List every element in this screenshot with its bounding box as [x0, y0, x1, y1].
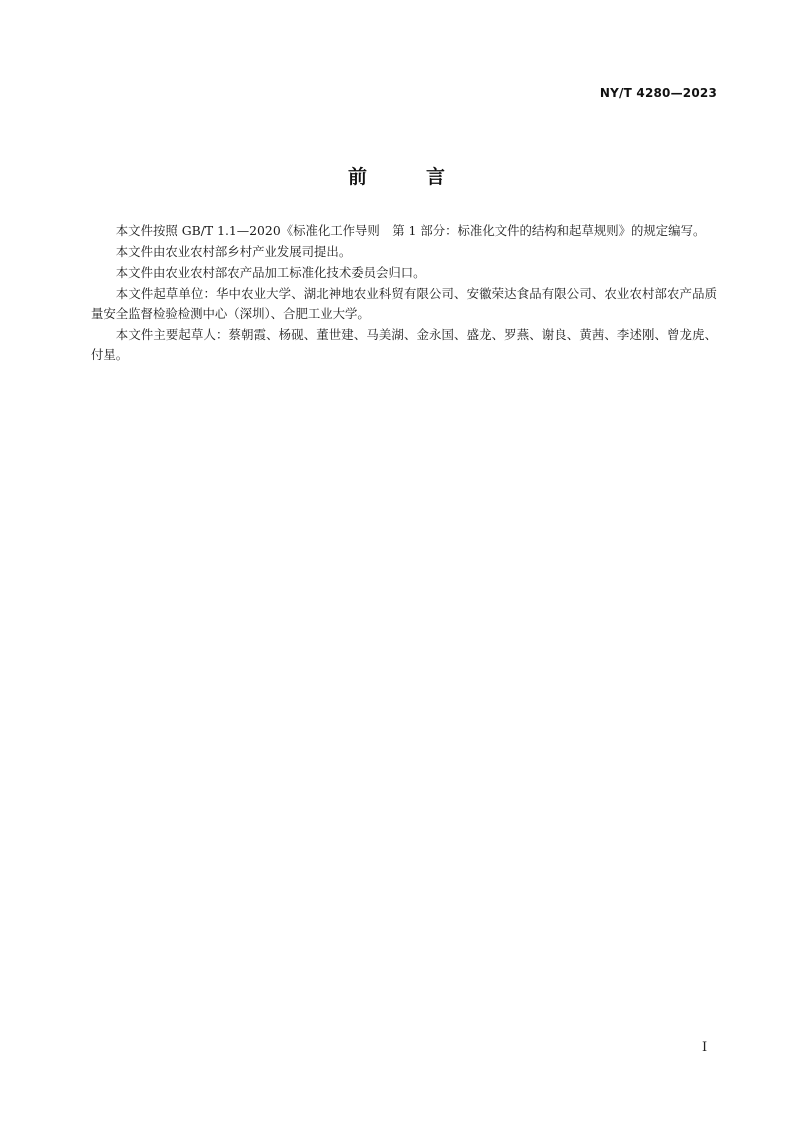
paragraph-drafting-rules: 本文件按照 GB/T 1.1—2020《标准化工作导则 第 1 部分：标准化文件的结构和起草规则》的规定编写。 [115, 223, 706, 238]
page-number: I [702, 1040, 708, 1055]
paragraph-proposer: 本文件由农业农村部乡村产业发展司提出。 [115, 244, 352, 259]
paragraph-drafting-units: 本文件起草单位：华中农业大学、湖北神地农业科贸有限公司、安徽荣达食品有限公司、农业农村部农产品质量安全监督检验检测中心（深圳）、合肥工业大学。 [91, 286, 717, 321]
paragraph-drafters: 本文件主要起草人：蔡朝霞、杨砚、董世建、马美湖、金永国、盛龙、罗燕、谢良、黄茜、李述刚、曾龙虎、付星。 [91, 327, 717, 362]
paragraph-committee: 本文件由农业农村部农产品加工标准化技术委员会归口。 [115, 265, 426, 280]
preface-body [91, 221, 717, 366]
page-title: 前 言 [347, 166, 465, 188]
standard-code: NY/T 4280—2023 [599, 86, 717, 100]
